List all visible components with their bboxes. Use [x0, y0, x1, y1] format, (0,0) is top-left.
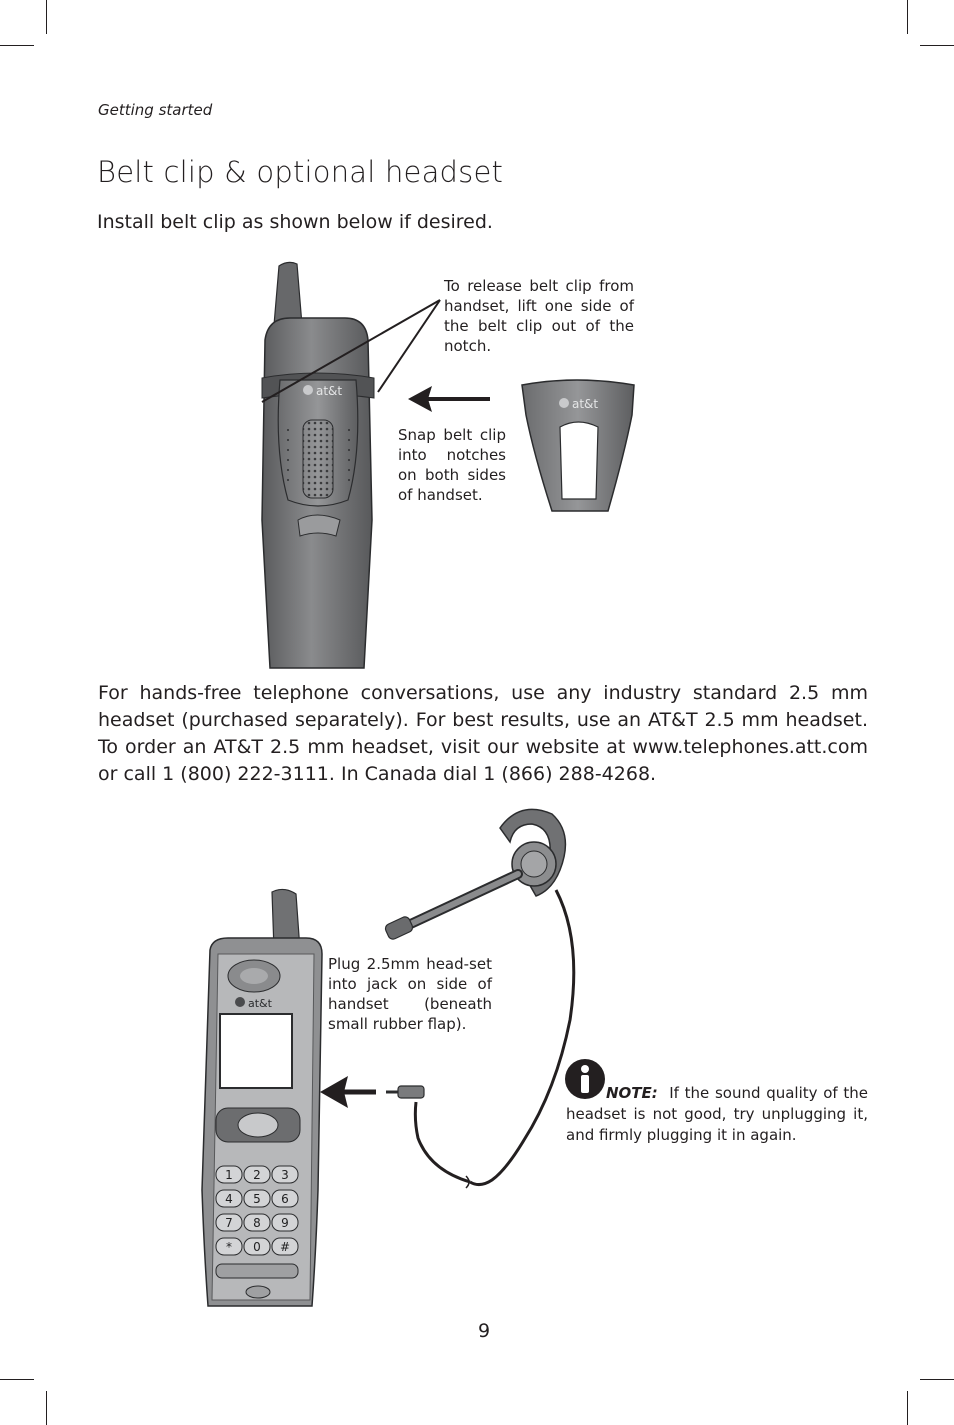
headset-paragraph: For hands-free telephone conversations, use any industry standard 2.5 mm headset (purchased separately). For best results, use an AT&T 2.5 mm headset. To order an AT&T 2.5 mm headset, visit our website at www.telephones.att.com or call 1 (800) 222-3111. In Canada dial 1 (866) 288-4268. — [98, 682, 868, 785]
page-title: Belt clip & optional headset — [97, 155, 504, 189]
key-8: 8 — [253, 1216, 261, 1230]
section-label: Getting started — [98, 101, 213, 119]
key-star: * — [226, 1240, 232, 1254]
handset-front-illustration — [198, 890, 338, 1310]
key-7: 7 — [225, 1216, 233, 1230]
note-label: NOTE: — [606, 1084, 658, 1102]
handset-logo-text: at&t — [248, 997, 272, 1010]
plug-callout: Plug 2.5mm head-set into jack on side of handset (beneath small rubber flap). — [328, 955, 492, 1033]
key-3: 3 — [281, 1168, 289, 1182]
note-text: If the sound quality of the headset is not good, try unplugging it, and firmly plugging it in again. — [566, 1084, 868, 1144]
key-1: 1 — [225, 1168, 233, 1182]
att-globe-icon — [235, 997, 245, 1007]
key-6: 6 — [281, 1192, 289, 1206]
intro-text: Install belt clip as shown below if desired. — [97, 211, 493, 233]
page-number: 9 — [477, 1320, 491, 1342]
belt-clip-illustration — [516, 375, 646, 525]
clip-logo-text: at&t — [316, 384, 343, 398]
key-4: 4 — [225, 1192, 233, 1206]
key-2: 2 — [253, 1168, 261, 1182]
key-9: 9 — [281, 1216, 289, 1230]
snap-callout: Snap belt clip into notches on both sides of handset. — [398, 426, 506, 504]
key-hash: # — [279, 1240, 291, 1254]
crop-mark-bottom-right-v — [907, 1391, 908, 1425]
att-globe-icon — [559, 398, 569, 408]
note-block — [566, 1083, 868, 1146]
crop-mark-bottom-left-v — [46, 1391, 47, 1425]
belt-clip-logo-text: at&t — [572, 397, 599, 411]
release-callout: To release belt clip from handset, lift one side of the belt clip out of the notch. — [444, 277, 634, 355]
att-globe-icon — [303, 385, 313, 395]
key-0: 0 — [253, 1240, 261, 1254]
key-5: 5 — [253, 1192, 261, 1206]
